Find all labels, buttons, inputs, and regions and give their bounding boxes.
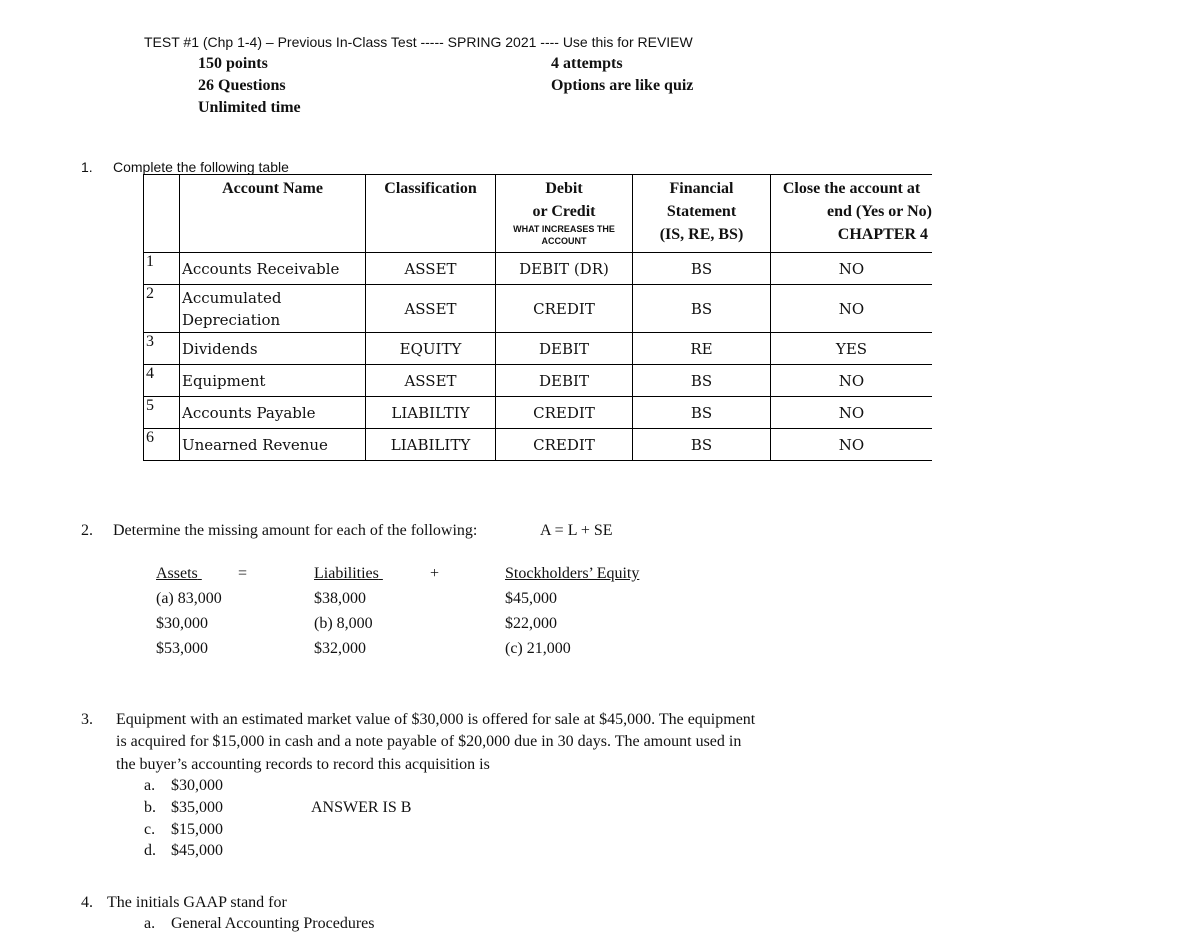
q2-se-cell: $22,000 <box>505 615 557 632</box>
financial-statement-cell: RE <box>633 333 771 365</box>
close-account-cell: NO <box>771 253 933 285</box>
account-name-cell: Accounts Payable <box>180 397 366 429</box>
attempts-label: 4 attempts <box>551 55 623 72</box>
table-row <box>144 253 933 285</box>
q2-assets-header <box>156 565 253 583</box>
q2-liabilities-cell: (b) 8,000 <box>314 615 373 632</box>
row-number: 5 <box>144 397 180 429</box>
classification-cell: LIABILITY <box>366 429 496 461</box>
time-label: Unlimited time <box>198 99 301 116</box>
account-name-cell: Dividends <box>180 333 366 365</box>
q3-line3: the buyer’s accounting records to record this acquisition is <box>116 756 490 773</box>
close-account-cell: NO <box>771 365 933 397</box>
close-account-cell: NO <box>771 429 933 461</box>
account-name-cell: Equipment <box>180 365 366 397</box>
header-number-cell <box>144 175 180 253</box>
q2-se-cell: $45,000 <box>505 590 557 607</box>
q3-option-text: $30,000 <box>171 777 223 794</box>
q3-option-letter: c. <box>144 821 156 838</box>
classification-cell: LIABILTIY <box>366 397 496 429</box>
liabilities-label: Liabilities <box>314 565 379 582</box>
q2-se-header: Stockholders’ Equity <box>505 565 640 582</box>
classification-cell: ASSET <box>366 285 496 333</box>
debit-credit-cell: CREDIT <box>496 285 633 333</box>
debit-credit-cell: DEBIT (DR) <box>496 253 633 285</box>
q1-prompt: Complete the following table <box>113 159 289 175</box>
close-account-cell: NO <box>771 397 933 429</box>
q2-liabilities-header <box>314 565 440 583</box>
q2-number: 2. <box>81 522 93 539</box>
q3-line1: Equipment with an estimated market value of $30,000 is offered for sale at $45,000. The equipment <box>116 711 756 728</box>
header-debit-credit <box>496 175 633 253</box>
q2-prompt: Determine the missing amount for each of the following: <box>113 522 478 539</box>
header-close-line1: Close the account at <box>782 180 921 197</box>
header-fs-line3: (IS, RE, BS) <box>659 226 744 243</box>
q4-option-letter: a. <box>144 915 156 932</box>
q3-option-text: $35,000 <box>171 799 223 816</box>
header-close-account <box>771 175 933 253</box>
row-number: 2 <box>144 285 180 333</box>
table-row <box>144 333 933 365</box>
header-debit-line1: Debit <box>545 180 583 197</box>
financial-statement-cell: BS <box>633 429 771 461</box>
q2-liabilities-cell: $32,000 <box>314 640 366 657</box>
q2-assets-cell: (a) 83,000 <box>156 590 222 607</box>
account-name-cell: Accounts Receivable <box>180 253 366 285</box>
q3-option-text: $15,000 <box>171 821 223 838</box>
test-title: TEST #1 (Chp 1-4) – Previous In-Class Test ----- SPRING 2021 ---- Use this for REVIEW <box>144 34 693 50</box>
q3-option-letter: b. <box>144 799 156 816</box>
close-account-cell: NO <box>771 285 933 333</box>
table-row <box>144 429 933 461</box>
row-number: 4 <box>144 365 180 397</box>
q2-assets-cell: $53,000 <box>156 640 208 657</box>
questions-label: 26 Questions <box>198 77 286 94</box>
q2-equation: A = L + SE <box>540 522 613 539</box>
q3-option-letter: d. <box>144 842 156 859</box>
row-number: 1 <box>144 253 180 285</box>
financial-statement-cell: BS <box>633 397 771 429</box>
header-debit-note: WHAT INCREASES THE ACCOUNT <box>513 224 615 246</box>
financial-statement-cell: BS <box>633 285 771 333</box>
account-table <box>143 174 932 461</box>
plus-sign: + <box>430 565 440 582</box>
equals-sign: = <box>238 565 248 582</box>
header-classification: Classification <box>366 175 496 253</box>
header-close-line3: CHAPTER 4 <box>837 226 928 243</box>
row-number: 3 <box>144 333 180 365</box>
q3-answer: ANSWER IS B <box>311 799 412 816</box>
header-close-line2: end (Yes or No) <box>826 203 932 220</box>
q4-prompt: The initials GAAP stand for <box>107 894 287 911</box>
q3-line2: is acquired for $15,000 in cash and a note payable of $20,000 due in 30 days. The amount used in <box>116 733 742 750</box>
assets-label: Assets <box>156 565 198 582</box>
header-financial-statement <box>633 175 771 253</box>
debit-credit-cell: CREDIT <box>496 429 633 461</box>
debit-credit-cell: CREDIT <box>496 397 633 429</box>
q3-option-text: $45,000 <box>171 842 223 859</box>
close-account-cell: YES <box>771 333 933 365</box>
header-account-name: Account Name <box>180 175 366 253</box>
q2-se-cell: (c) 21,000 <box>505 640 571 657</box>
classification-cell: ASSET <box>366 253 496 285</box>
account-name-cell: Unearned Revenue <box>180 429 366 461</box>
q2-liabilities-cell: $38,000 <box>314 590 366 607</box>
header-debit-line2: or Credit <box>532 203 596 220</box>
debit-credit-cell: DEBIT <box>496 365 633 397</box>
account-name-cell: Accumulated Depreciation <box>180 285 366 333</box>
points-label: 150 points <box>198 55 268 72</box>
classification-cell: EQUITY <box>366 333 496 365</box>
table-row <box>144 397 933 429</box>
debit-credit-cell: DEBIT <box>496 333 633 365</box>
q4-option-text: General Accounting Procedures <box>171 915 375 932</box>
q1-number: 1. <box>81 159 93 175</box>
row-number: 6 <box>144 429 180 461</box>
q3-option-letter: a. <box>144 777 156 794</box>
options-label: Options are like quiz <box>551 77 694 94</box>
header-fs-line1: Financial <box>669 180 734 197</box>
q3-number: 3. <box>81 711 93 728</box>
classification-cell: ASSET <box>366 365 496 397</box>
q2-assets-cell: $30,000 <box>156 615 208 632</box>
table-header-row <box>144 175 933 253</box>
header-fs-line2: Statement <box>666 203 737 220</box>
table-row <box>144 285 933 333</box>
table-row <box>144 365 933 397</box>
financial-statement-cell: BS <box>633 365 771 397</box>
financial-statement-cell: BS <box>633 253 771 285</box>
q4-number: 4. <box>81 894 93 911</box>
